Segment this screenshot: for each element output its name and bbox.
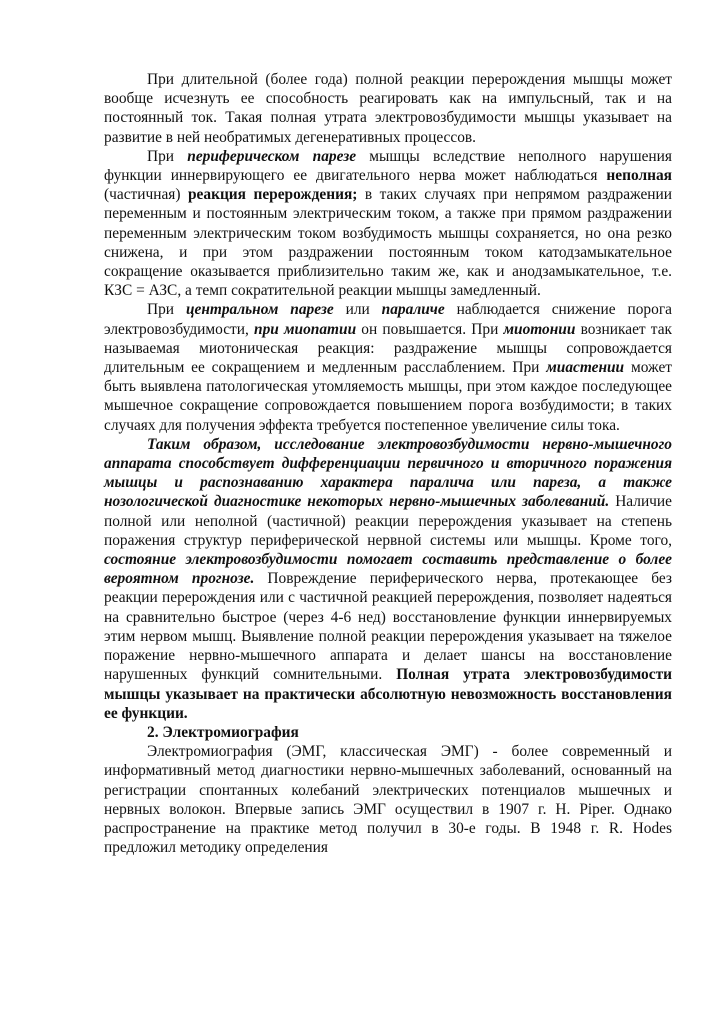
text-run: наблюдается снижение порога электровозбудимости,: [104, 301, 672, 338]
text-run: может быть выявлена патологическая утомляемость мышцы, при этом каждое последующее мышечное сокращение сопровождается повышением порога возбудимости; в таких случаях для получения эффекта требуется постепенное увеличение силы тока.: [104, 359, 673, 434]
text-run: При: [147, 147, 188, 165]
paragraph-emg-intro: Электромиография (ЭМГ, классическая ЭМГ) - более современный и информативный метод диагностики нервно-мышечных заболеваний, основанный на регистрации спонтанных колебаний электрических потенциалов мышечных и нервных волокон. Впервые запись ЭМГ осуществил в 1907 г. H. Piper. Однако распространение на практике метод получил в 30-е годы. В 1948 г. R. Hodes предложил методику определения: [104, 743, 672, 857]
text-run: в таких случаях при непрямом раздражении переменным и постоянным электрическим током, а также при прямом раздражении переменным электрическим током возбудимость мышцы сохраняется, но она резко снижена, и при этом раздражении постоянным током катодзамыкательное сокращение оказывается приблизительно таким же, как и анодзамыкательное, т.е. КЗС = АЗС, а темп сократительной реакции мышцы замедленный.: [104, 186, 672, 300]
section-heading-emg: 2. Электромиография: [147, 723, 299, 741]
term-degeneration-reaction: реакция перерождения;: [187, 186, 358, 204]
text-run: мышцы вследствие неполного нарушения функции иннервирующего ее двигательного нерва может наблюдаться: [104, 147, 672, 185]
text-run: При: [147, 301, 186, 319]
document-page: [104, 70, 672, 857]
emphasis-prognosis: состояние электровозбудимости помогает составить представление о более вероятном прогнозе.: [104, 551, 672, 588]
term-paralysis: параличе: [381, 301, 445, 319]
text-run: возникает так называемая миотоническая реакция: раздражение мышцы сопровождается длительным ее сокращением и медленным расслаблением. При: [104, 320, 673, 377]
emphasis-total-loss: Полная утрата электровозбудимости мышцы указывает на практически абсолютную невозможность восстановления ее функции.: [104, 666, 672, 722]
text-run: Наличие полной или неполной (частичной) реакции перерождения указывает на степень поражения структур периферической нервной системы или мышцы. Кроме того,: [104, 493, 672, 549]
text-run: Повреждение периферического нерва, протекающее без реакции перерождения или с частичной реакцией перерождения, позволяет надеяться на сравнительно быстрое (через 4-6 нед) восстановление функции иннервируемых этим нервом мышц. Выявление полной реакции перерождения указывает на тяжелое поражение нервно-мышечного аппарата и делает шансы на восстановление нарушенных функций сомнительными.: [104, 570, 672, 684]
term-myasthenia: миастении: [546, 359, 625, 377]
text-run: (частичная): [104, 186, 188, 204]
term-peripheral-paresis: периферическом парезе: [187, 147, 357, 165]
text-run: или: [333, 301, 382, 319]
paragraph-peripheral-paresis: [104, 147, 672, 301]
paragraph-conclusion: [104, 435, 672, 723]
text-run: он повышается. При: [356, 320, 504, 338]
term-myopathy: при миопатии: [254, 320, 357, 338]
term-incomplete: неполная: [606, 167, 672, 185]
emphasis-conclusion: Таким образом, исследование электровозбудимости нервно-мышечного аппарата способствует дифференциации первичного и вторичного поражения мышцы и распознаванию характера паралича или пареза, а также нозологической диагностике некоторых нервно-мышечных заболеваний.: [104, 435, 672, 511]
paragraph-reaction-loss: При длительной (более года) полной реакции перерождения мышцы может вообще исчезнуть ее способность реагировать как на импульсный, так и на постоянный ток. Такая полная утрата электровозбудимости мышцы указывает на развитие в ней необратимых дегенеративных процессов.: [104, 71, 672, 146]
paragraph-central-paresis: [104, 300, 672, 434]
term-myotonia: миотонии: [503, 320, 576, 338]
term-central-paresis: центральном парезе: [185, 301, 334, 319]
